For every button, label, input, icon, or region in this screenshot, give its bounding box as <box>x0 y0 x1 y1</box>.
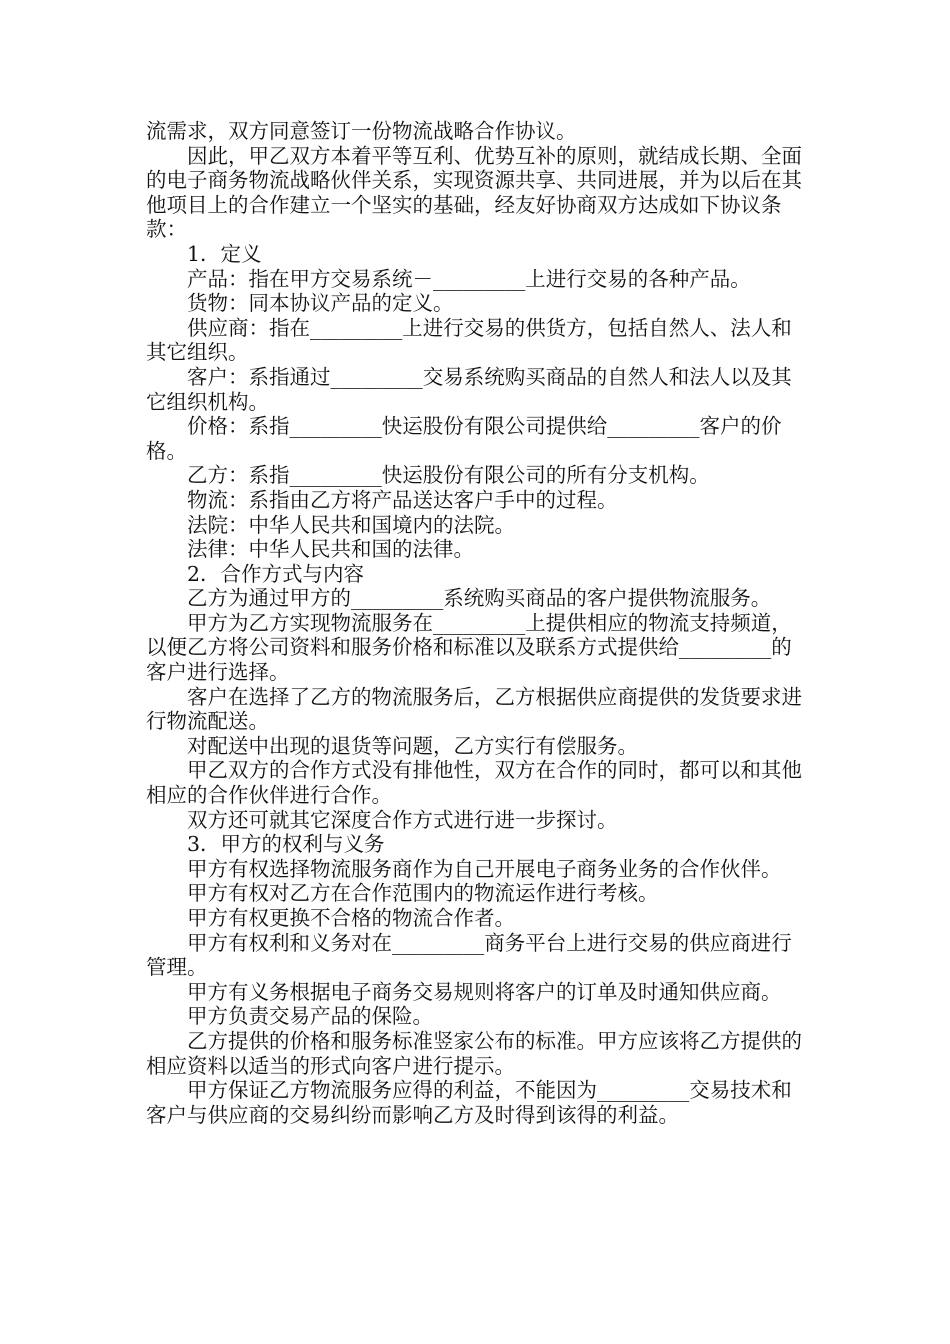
paragraph: 双方还可就其它深度合作方式进行进一步探讨。 <box>187 807 618 832</box>
paragraph: 法院：中华人民共和国境内的法院。 <box>187 512 515 537</box>
paragraph: 供应商：指在_________上进行交易的供货方，包括自然人、法人和其它组织。 <box>146 315 792 365</box>
paragraph: 甲方为乙方实现物流服务在_________上提供相应的物流支持频道，以便乙方将公司资料和服务价格和标准以及联系方式提供给_________的客户进行选择。 <box>146 610 792 685</box>
paragraph: 客户在选择了乙方的物流服务后，乙方根据供应商提供的发货要求进行物流配送。 <box>146 684 802 734</box>
paragraph: 甲乙双方的合作方式没有排他性，双方在合作的同时，都可以和其他相应的合作伙伴进行合作。 <box>146 758 802 808</box>
paragraph: 甲方有义务根据电子商务交易规则将客户的订单及时通知供应商。 <box>187 979 782 1004</box>
paragraph: 客户：系指通过_________交易系统购买商品的自然人和法人以及其它组织机构。 <box>146 364 792 414</box>
paragraph: 2．合作方式与内容 <box>187 561 365 586</box>
document-body <box>146 119 810 1127</box>
paragraph: 价格：系指_________快运股份有限公司提供给_________客户的价格。 <box>146 414 782 463</box>
paragraph: 乙方为通过甲方的_________系统购买商品的客户提供物流服务。 <box>187 586 772 611</box>
paragraph: 对配送中出现的退货等问题，乙方实行有偿服务。 <box>187 733 638 758</box>
paragraph: 甲方负责交易产品的保险。 <box>187 1004 433 1029</box>
paragraph: 因此，甲乙双方本着平等互利、优势互补的原则，就结成长期、全面的电子商务物流战略伙伴关系，实现资源共享、共同进展，并为以后在其他项目上的合作建立一个坚实的基础，经友好协商双方达成如下协议条款： <box>146 143 802 242</box>
paragraph: 甲方有权利和义务对在_________商务平台上进行交易的供应商进行管理。 <box>146 930 792 980</box>
paragraph: 乙方提供的价格和服务标准竖家公布的标准。甲方应该将乙方提供的相应资料以适当的形式向客户进行提示。 <box>146 1028 802 1078</box>
paragraph: 产品：指在甲方交易系统－_________上进行交易的各种产品。 <box>187 266 751 291</box>
paragraph: 法律：中华人民共和国的法律。 <box>187 537 474 562</box>
paragraph: 乙方：系指_________快运股份有限公司的所有分支机构。 <box>187 463 710 488</box>
paragraph: 1．定义 <box>187 241 262 266</box>
paragraph: 货物：同本协议产品的定义。 <box>187 291 454 316</box>
paragraph: 物流：系指由乙方将产品送达客户手中的过程。 <box>187 487 618 512</box>
paragraph: 流需求，双方同意签订一份物流战略合作协议。 <box>146 119 577 143</box>
paragraph: 甲方有权对乙方在合作范围内的物流运作进行考核。 <box>187 881 659 906</box>
paragraph: 甲方有权选择物流服务商作为自己开展电子商务业务的合作伙伴。 <box>187 856 782 881</box>
paragraph: 甲方保证乙方物流服务应得的利益，不能因为_________交易技术和客户与供应商的交易纠纷而影响乙方及时得到该得的利益。 <box>146 1078 792 1127</box>
paragraph: 甲方有权更换不合格的物流合作者。 <box>187 906 515 930</box>
paragraph: 3．甲方的权利与义务 <box>187 832 385 857</box>
